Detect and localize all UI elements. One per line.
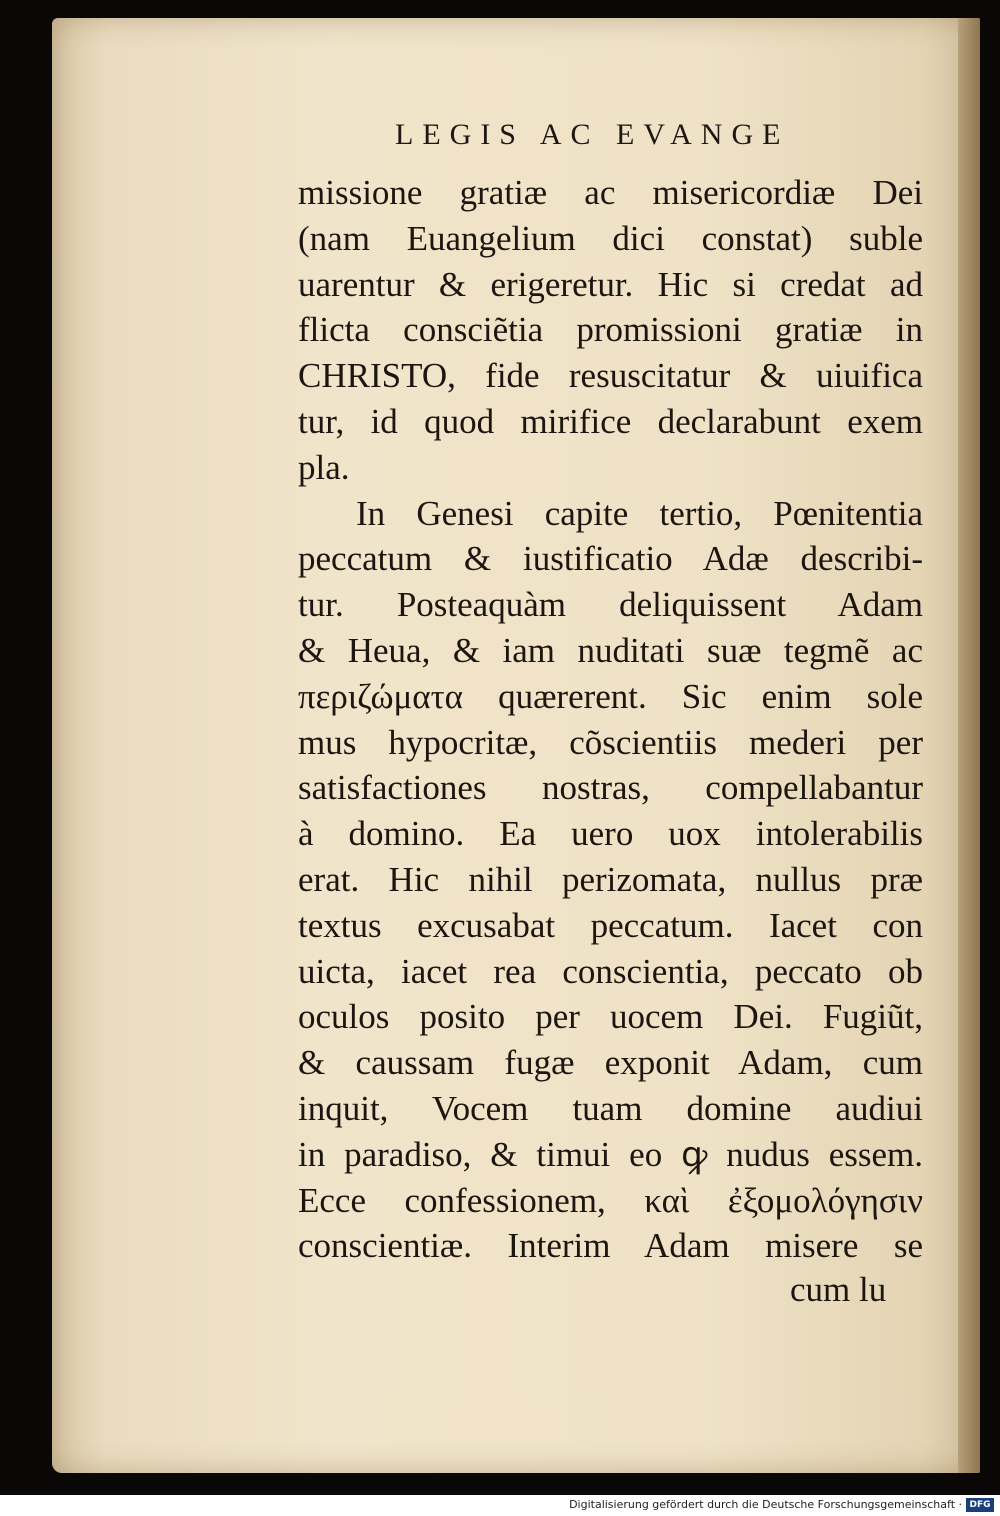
text-line: oculos posito per uocem Dei. Fugiũt, — [298, 997, 923, 1037]
text-line: in paradiso, & timui eo ꝙ nudus essem. — [298, 1134, 923, 1174]
text-line: tur. Posteaquàm deliquissent Adam — [298, 585, 923, 625]
text-line: pla. — [298, 447, 350, 487]
text-line: & Heua, & iam nuditati suæ tegmẽ ac — [298, 630, 923, 670]
body-text — [298, 170, 923, 1269]
text-line: In Genesi capite tertio, Pœnitentia — [356, 493, 923, 533]
text-line: inquit, Vocem tuam domine audiui — [298, 1088, 923, 1128]
page-edge — [958, 18, 980, 1473]
text-line: (nam Euangelium dici constat) suble — [298, 218, 923, 258]
catchword: cum lu — [790, 1270, 887, 1309]
text-line: flicta consciẽtia promissioni gratiæ in — [298, 310, 923, 350]
text-line: περιζώματα quærerent. Sic enim sole — [298, 676, 923, 716]
text-line: CHRISTO, fide resuscitatur & uiuifica — [298, 356, 923, 396]
running-head: LEGIS AC EVANGE — [395, 118, 790, 151]
text-line: peccatum & iustificatio Adæ describi- — [298, 539, 923, 579]
text-line: tur, id quod mirifice declarabunt exem — [298, 401, 923, 441]
text-line: Ecce confessionem, καὶ ἐξομολόγησιν — [298, 1180, 923, 1220]
text-line: satisfactiones nostras, compellabantur — [298, 768, 923, 808]
text-line: à domino. Ea uero uox intolerabilis — [298, 814, 923, 854]
text-line: textus excusabat peccatum. Iacet con — [298, 905, 923, 945]
text-line: erat. Hic nihil perizomata, nullus præ — [298, 859, 923, 899]
text-line: uicta, iacet rea conscientia, peccato ob — [298, 951, 923, 991]
text-line: missione gratiæ ac misericordiæ Dei — [298, 173, 923, 212]
text-line: conscientiæ. Interim Adam misere se — [298, 1226, 923, 1266]
text-line: & caussam fugæ exponit Adam, cum — [298, 1043, 923, 1083]
text-line: uarentur & erigeretur. Hic si credat ad — [298, 264, 923, 304]
text-line: mus hypocritæ, cõscientiis mederi per — [298, 722, 923, 762]
footer-bar — [0, 1495, 1000, 1516]
footer-credit: Digitalisierung gefördert durch die Deutsche Forschungsgemeinschaft · — [569, 1498, 962, 1511]
dfg-logo: DFG — [966, 1498, 994, 1512]
